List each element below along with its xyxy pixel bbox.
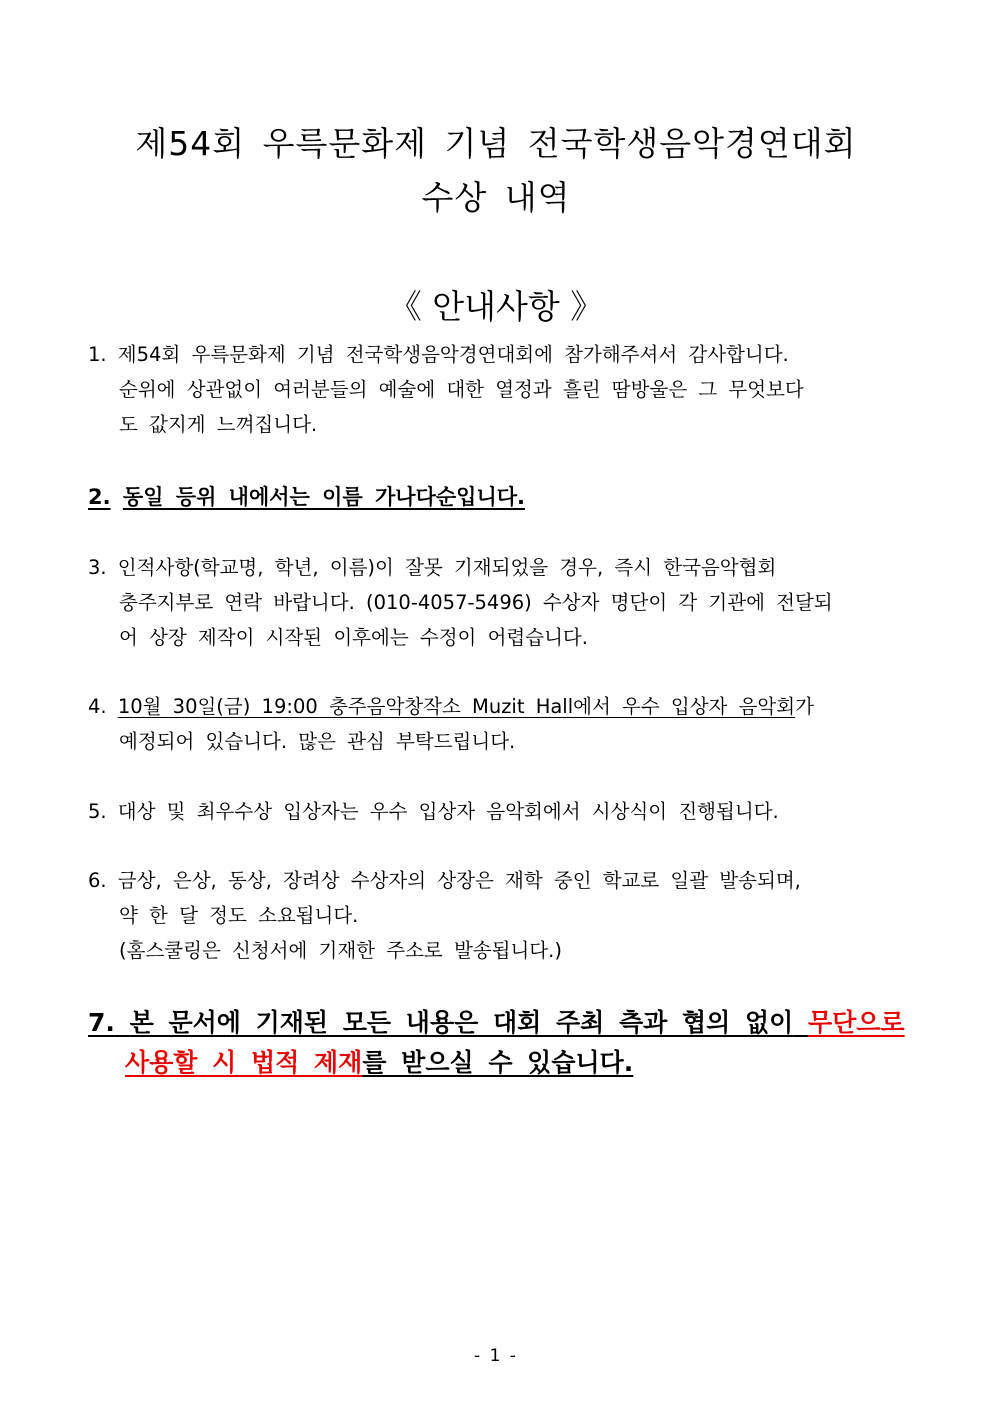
guide-heading: 《 안내사항 》 (388, 287, 604, 326)
notice-item-1 (88, 337, 918, 442)
warning-red-text-2: 사용할 시 법적 제재 (125, 1048, 363, 1077)
concert-info: 10월 30일(금) 19:00 충주음악창작소 Muzit Hall에서 우수 입상자 음악회 (117, 695, 796, 718)
notice-item-3-line-3: 어 상장 제작이 시작된 이후에는 수정이 어렵습니다. (119, 626, 588, 649)
notice-item-3-line-1: 3. 인적사항(학교명, 학년, 이름)이 잘못 기재되었을 경우, 즉시 한국음악협회 (88, 556, 777, 579)
notice-item-4-line-2: 예정되어 있습니다. 많은 관심 부탁드립니다. (119, 730, 516, 753)
notice-item-1-line-3: 도 값지게 느껴집니다. (119, 413, 318, 436)
notice-item-7-line-1 (88, 1003, 918, 1043)
notice-item-2-number: 2. (88, 485, 111, 509)
notice-item-5 (88, 794, 918, 829)
notice-item-6-line-3: (홈스쿨링은 신청서에 기재한 주소로 발송됩니다.) (119, 939, 562, 962)
notice-item-6-line-2: 약 한 달 정도 소요됩니다. (119, 904, 359, 927)
notice-item-7-line-2 (88, 1043, 918, 1083)
notice-item-3 (88, 550, 918, 655)
document-title: 제54회 우륵문화제 기념 전국학생음악경연대회 (135, 124, 857, 163)
notice-item-4-after: 가 (795, 695, 814, 718)
notice-item-2-end: 입니다. (456, 485, 525, 509)
page-number: - 1 - (474, 1346, 518, 1366)
notice-item-4 (88, 689, 918, 759)
notice-item-2 (88, 480, 918, 515)
notice-item-1-line-1: 1. 제54회 우륵문화제 기념 전국학생음악경연대회에 참가해주셔서 감사합니다. (88, 343, 789, 366)
notice-item-4-number: 4. (88, 695, 107, 718)
notice-item-1-line-2: 순위에 상관없이 여러분들의 예술에 대한 열정과 흘린 땀방울은 그 무엇보다 (119, 378, 804, 401)
notice-item-7-number: 7. (88, 1008, 115, 1037)
notice-item-2-main: 동일 등위 내에서는 이름 가나다순 (122, 485, 457, 509)
notice-item-2-text (123, 485, 525, 509)
notice-item-7-end: 를 받으실 수 있습니다. (362, 1048, 634, 1077)
notice-item-3-line-2: 충주지부로 연락 바랍니다. (010-4057-5496) 수상자 명단이 각 기관에 전달되 (119, 591, 833, 614)
notice-item-7-text: 본 문서에 기재된 모든 내용은 대회 주최 측과 협의 없이 (129, 1008, 794, 1037)
notice-item-7 (88, 1003, 918, 1083)
document-subtitle: 수상 내역 (421, 178, 571, 217)
notice-item-4-line-1 (88, 689, 918, 724)
notice-item-6-line-1: 6. 금상, 은상, 동상, 장려상 수상자의 상장은 재학 중인 학교로 일괄 발송되며, (88, 869, 801, 892)
notice-item-5-line-1: 5. 대상 및 최우수상 입상자는 우수 입상자 음악회에서 시상식이 진행됩니다. (88, 800, 779, 823)
notice-item-6 (88, 863, 918, 968)
warning-red-text-1: 무단으로 (807, 1008, 905, 1037)
